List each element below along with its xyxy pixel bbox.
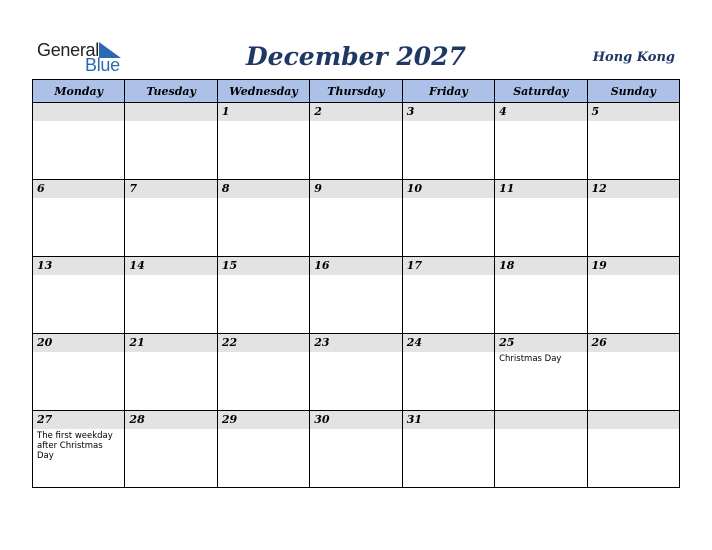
holiday-note	[310, 352, 401, 356]
day-number: 9	[310, 180, 401, 198]
day-cell	[587, 180, 679, 257]
day-number: 8	[218, 180, 309, 198]
day-cell	[310, 334, 402, 411]
day-cell	[125, 103, 217, 180]
day-cell	[587, 103, 679, 180]
day-cell	[217, 180, 309, 257]
day-number: 24	[403, 334, 494, 352]
holiday-note	[125, 352, 216, 356]
day-number: 28	[125, 411, 216, 429]
day-cell	[217, 103, 309, 180]
holiday-note	[310, 121, 401, 125]
holiday-note	[218, 121, 309, 125]
holiday-note	[403, 198, 494, 202]
holiday-note	[495, 121, 586, 125]
day-cell	[33, 334, 125, 411]
holiday-note	[310, 429, 401, 433]
day-cell	[217, 334, 309, 411]
day-number: 30	[310, 411, 401, 429]
holiday-note	[125, 198, 216, 202]
day-number: 18	[495, 257, 586, 275]
day-number: 16	[310, 257, 401, 275]
day-number: 27	[33, 411, 124, 429]
day-number	[125, 103, 216, 121]
logo-word-general: General	[37, 40, 99, 60]
day-cell	[495, 103, 587, 180]
holiday-note	[403, 429, 494, 433]
day-number: 10	[403, 180, 494, 198]
holiday-note	[403, 121, 494, 125]
day-cell	[310, 180, 402, 257]
day-number: 1	[218, 103, 309, 121]
week-row	[33, 334, 680, 411]
weekday-header: Sunday	[587, 80, 679, 103]
day-cell	[310, 411, 402, 488]
day-number: 26	[588, 334, 679, 352]
day-cell	[33, 257, 125, 334]
day-number: 11	[495, 180, 586, 198]
day-number: 25	[495, 334, 586, 352]
holiday-note	[218, 275, 309, 279]
day-number: 3	[403, 103, 494, 121]
holiday-note	[403, 275, 494, 279]
day-cell	[125, 411, 217, 488]
holiday-note	[33, 275, 124, 279]
holiday-note	[218, 198, 309, 202]
weekday-header: Saturday	[495, 80, 587, 103]
day-cell	[217, 257, 309, 334]
day-number: 13	[33, 257, 124, 275]
day-cell	[310, 103, 402, 180]
day-number: 23	[310, 334, 401, 352]
day-number: 29	[218, 411, 309, 429]
logo-word-blue: Blue	[85, 55, 120, 75]
day-cell	[402, 411, 494, 488]
day-number: 17	[403, 257, 494, 275]
day-cell	[33, 103, 125, 180]
holiday-note	[125, 275, 216, 279]
holiday-note	[310, 275, 401, 279]
holiday-note	[588, 429, 679, 433]
holiday-note: The first weekday after Christmas Day	[37, 431, 113, 461]
day-cell	[587, 257, 679, 334]
holiday-note	[403, 352, 494, 356]
day-number: 15	[218, 257, 309, 275]
week-row	[33, 411, 680, 488]
holiday-note	[218, 352, 309, 356]
holiday-note	[33, 121, 124, 125]
calendar-title: December 2027	[245, 42, 466, 71]
holiday-note	[310, 198, 401, 202]
day-number	[33, 103, 124, 121]
weekday-header: Thursday	[310, 80, 402, 103]
week-row	[33, 103, 680, 180]
day-number: 4	[495, 103, 586, 121]
region-label: Hong Kong	[592, 50, 675, 65]
weekday-header: Tuesday	[125, 80, 217, 103]
day-number: 19	[588, 257, 679, 275]
weekday-header: Monday	[33, 80, 125, 103]
day-cell	[587, 334, 679, 411]
holiday-note	[588, 275, 679, 279]
day-cell	[310, 257, 402, 334]
day-number	[588, 411, 679, 429]
day-number: 7	[125, 180, 216, 198]
holiday-note	[33, 198, 124, 202]
day-number: 20	[33, 334, 124, 352]
holiday-note	[588, 198, 679, 202]
day-cell	[495, 257, 587, 334]
day-cell	[402, 103, 494, 180]
day-cell	[217, 411, 309, 488]
day-cell	[33, 411, 125, 488]
holiday-note	[218, 429, 309, 433]
day-number: 22	[218, 334, 309, 352]
week-row	[33, 180, 680, 257]
week-row	[33, 257, 680, 334]
day-number: 5	[588, 103, 679, 121]
day-cell	[495, 180, 587, 257]
weekday-header-row	[33, 80, 680, 103]
weekday-header: Friday	[402, 80, 494, 103]
holiday-note	[125, 429, 216, 433]
day-number: 21	[125, 334, 216, 352]
holiday-note	[33, 352, 124, 356]
day-number: 2	[310, 103, 401, 121]
day-cell	[587, 411, 679, 488]
day-cell	[125, 257, 217, 334]
day-number: 6	[33, 180, 124, 198]
day-number: 14	[125, 257, 216, 275]
day-cell	[33, 180, 125, 257]
day-number	[495, 411, 586, 429]
day-cell	[125, 180, 217, 257]
month-calendar	[32, 79, 680, 488]
holiday-note	[588, 121, 679, 125]
day-cell	[402, 334, 494, 411]
weekday-header: Wednesday	[217, 80, 309, 103]
holiday-note	[495, 275, 586, 279]
day-cell	[495, 334, 587, 411]
holiday-note: Christmas Day	[499, 354, 562, 364]
holiday-note	[588, 352, 679, 356]
day-cell	[402, 257, 494, 334]
holiday-note	[125, 121, 216, 125]
day-number: 31	[403, 411, 494, 429]
day-cell	[495, 411, 587, 488]
day-number: 12	[588, 180, 679, 198]
day-cell	[125, 334, 217, 411]
day-cell	[402, 180, 494, 257]
holiday-note	[495, 429, 586, 433]
holiday-note	[495, 198, 586, 202]
